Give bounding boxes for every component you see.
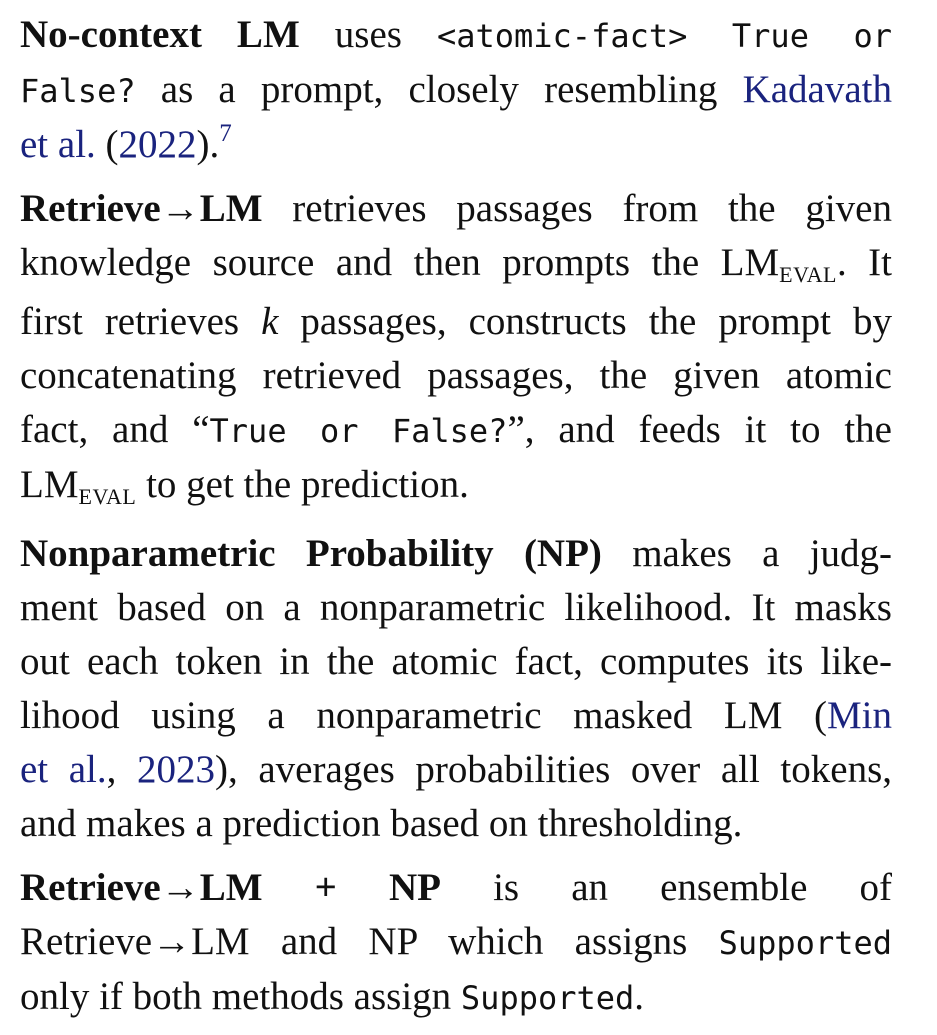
paragraph-nonparametric-probability xyxy=(20,527,892,851)
text-line xyxy=(20,349,892,403)
citation-year-link[interactable]: 2023 xyxy=(137,748,216,791)
text-line xyxy=(20,527,892,581)
citation-link-et-al[interactable]: et al. xyxy=(20,748,107,791)
text: knowledge source and then prompts the LM xyxy=(20,241,780,284)
text: LM + NP xyxy=(199,866,441,909)
text: makes a judg- xyxy=(601,532,893,575)
citation-link-et-al[interactable]: et al. xyxy=(20,123,96,166)
text: concatenating retrieved passages, the given atomic xyxy=(20,354,892,397)
text: lihood using a nonparametric masked LM ( xyxy=(20,694,827,737)
text-line xyxy=(20,182,892,236)
code-prompt: <atomic-fact> True or xyxy=(436,17,893,55)
text: and makes a prediction based on thresholding. xyxy=(20,802,743,845)
method-name-retrieve-lm-np xyxy=(20,866,441,909)
text-line xyxy=(20,118,892,172)
text: , xyxy=(106,748,138,791)
text-line xyxy=(20,743,892,797)
text: fact, and “ xyxy=(20,408,210,451)
text: LM xyxy=(20,463,79,506)
paper-text-column xyxy=(20,8,892,1035)
text: ment based on a nonparametric likelihood. It masks xyxy=(20,586,892,629)
text: ”, and feeds it to the xyxy=(507,408,892,451)
paragraph-no-context-lm xyxy=(20,8,892,172)
paragraph-retrieve-lm xyxy=(20,182,892,517)
method-name-np: Nonparametric Probability (NP) xyxy=(20,532,602,575)
code-true-or-false: True or False? xyxy=(209,412,508,450)
text: is an ensemble of xyxy=(440,866,892,909)
text-line xyxy=(20,635,892,689)
citation-link-min[interactable]: Min xyxy=(826,694,892,737)
citation-year-link[interactable]: 2022 xyxy=(118,123,197,166)
text: uses xyxy=(299,13,437,56)
text: ), averages probabilities over all tokens, xyxy=(215,748,892,791)
text-line xyxy=(20,63,892,118)
subscript-eval: EVAL xyxy=(78,484,137,509)
code-prompt-cont: False? xyxy=(20,72,136,110)
text: . xyxy=(634,975,645,1018)
citation-link-kadavath[interactable]: Kadavath xyxy=(742,68,892,111)
math-variable-k: k xyxy=(261,300,279,343)
text-line xyxy=(20,8,892,63)
text: . It xyxy=(836,241,893,284)
text: retrieves passages from the given xyxy=(262,187,892,230)
text-line xyxy=(20,236,892,295)
text: Retrieve xyxy=(20,187,161,230)
text-line xyxy=(20,689,892,743)
method-name-no-context-lm: No-context LM xyxy=(20,13,300,56)
text: first retrieves xyxy=(20,300,262,343)
text: out each token in the atomic fact, computes its like- xyxy=(20,640,892,683)
text: LM and NP which assigns xyxy=(191,920,719,963)
text: ( xyxy=(95,123,119,166)
text: LM xyxy=(199,187,263,230)
arrow-symbol: → xyxy=(152,920,192,963)
text: passages, constructs the prompt by xyxy=(278,300,892,343)
text: ). xyxy=(196,123,220,166)
text-line xyxy=(20,458,892,517)
footnote-marker[interactable]: 7 xyxy=(219,120,232,147)
subscript-eval: EVAL xyxy=(779,262,837,287)
code-supported: Supported xyxy=(460,979,635,1017)
text: only if both methods assign xyxy=(20,975,461,1018)
arrow-symbol: → xyxy=(160,187,200,230)
code-supported: Supported xyxy=(718,924,892,962)
text-line xyxy=(20,295,892,349)
text: as a prompt, closely resembling xyxy=(135,68,743,111)
text: Retrieve xyxy=(20,866,161,909)
text-line xyxy=(20,915,892,970)
text-line xyxy=(20,970,892,1025)
text: to get the prediction. xyxy=(136,463,469,506)
arrow-symbol: → xyxy=(160,866,200,909)
paragraph-retrieve-lm-np xyxy=(20,861,892,1025)
method-name-retrieve-lm xyxy=(20,187,263,230)
text-line xyxy=(20,403,892,458)
text: Retrieve xyxy=(20,920,153,963)
text-line xyxy=(20,861,892,915)
text-line xyxy=(20,581,892,635)
text-line xyxy=(20,797,892,851)
